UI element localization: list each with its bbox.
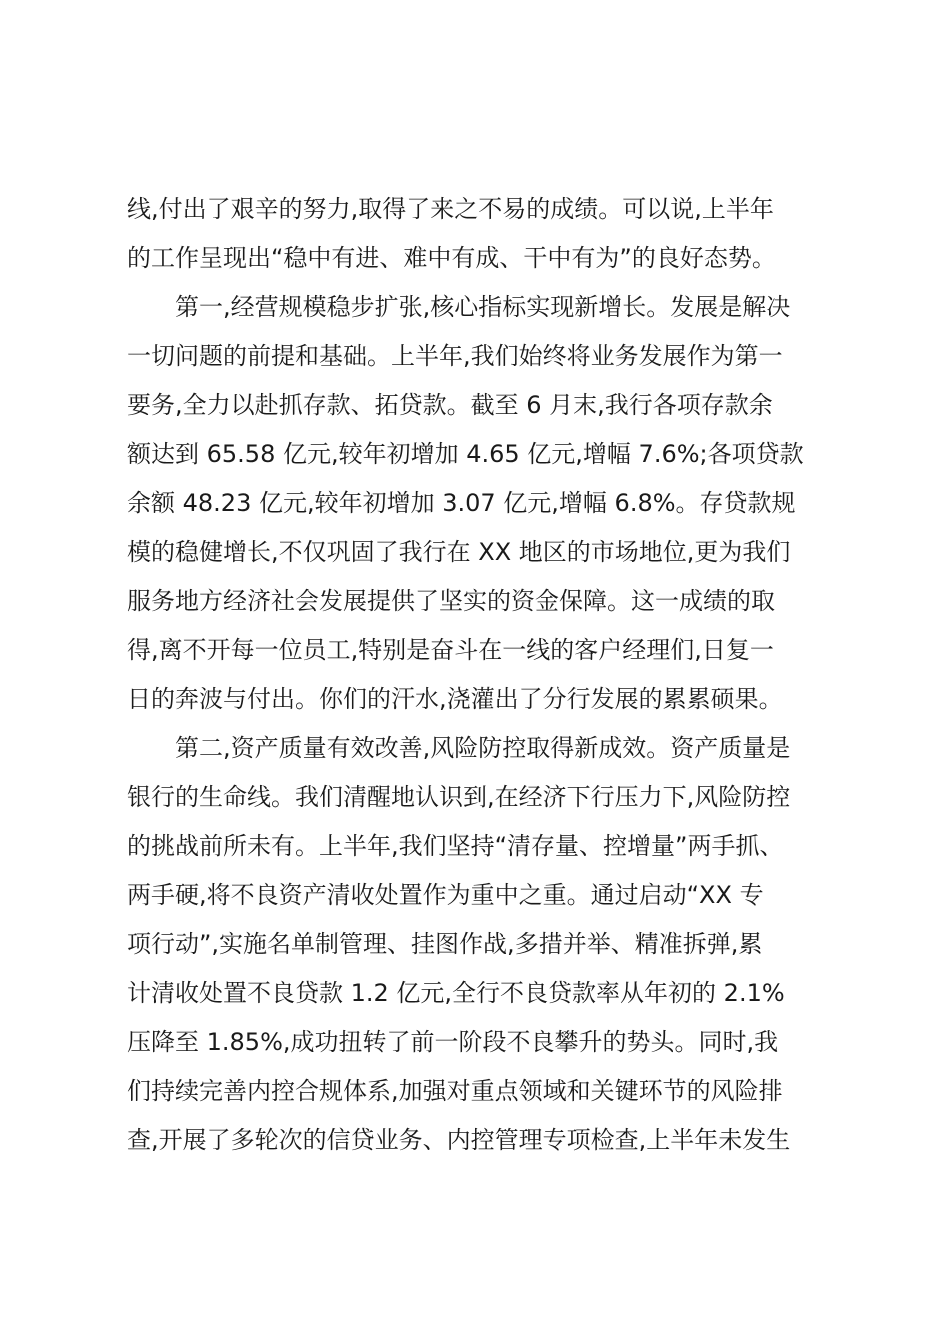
text-line: 压降至 1.85%,成功扭转了前一阶段不良攀升的势头。同时,我 <box>127 1028 779 1056</box>
text-line: 得,离不开每一位员工,特别是奋斗在一线的客户经理们,日复一 <box>127 636 774 664</box>
text-line: 的挑战前所未有。上半年,我们坚持“清存量、控增量”两手抓、 <box>127 832 784 860</box>
text-line: 两手硬,将不良资产清收处置作为重中之重。通过启动“XX 专 <box>127 881 764 909</box>
text-line: 余额 48.23 亿元,较年初增加 3.07 亿元,增幅 6.8%。存贷款规 <box>127 489 796 517</box>
text-line: 要务,全力以赴抓存款、拓贷款。截至 6 月末,我行各项存款余 <box>127 391 773 419</box>
paragraph-first-line: 第二,资产质量有效改善,风险防控取得新成效。资产质量是 <box>175 734 791 762</box>
text-line: 服务地方经济社会发展提供了坚实的资金保障。这一成绩的取 <box>127 587 775 615</box>
text-line: 查,开展了多轮次的信贷业务、内控管理专项检查,上半年未发生 <box>127 1126 791 1154</box>
body-text <box>127 185 837 1165</box>
text-line: 模的稳健增长,不仅巩固了我行在 XX 地区的市场地位,更为我们 <box>127 538 791 566</box>
text-line: 计清收处置不良贷款 1.2 亿元,全行不良贷款率从年初的 2.1% <box>127 979 785 1007</box>
text-line: 们持续完善内控合规体系,加强对重点领域和关键环节的风险排 <box>127 1077 783 1105</box>
text-line: 额达到 65.58 亿元,较年初增加 4.65 亿元,增幅 7.6%;各项贷款 <box>127 440 804 468</box>
text-line: 的工作呈现出“稳中有进、难中有成、干中有为”的良好态势。 <box>127 244 776 272</box>
text-line: 一切问题的前提和基础。上半年,我们始终将业务发展作为第一 <box>127 342 783 370</box>
text-line: 银行的生命线。我们清醒地认识到,在经济下行压力下,风险防控 <box>127 783 791 811</box>
text-line: 线,付出了艰辛的努力,取得了来之不易的成绩。可以说,上半年 <box>127 195 774 223</box>
paragraph-first-line: 第一,经营规模稳步扩张,核心指标实现新增长。发展是解决 <box>175 293 791 321</box>
text-line: 项行动”,实施名单制管理、挂图作战,多措并举、精准拆弹,累 <box>127 930 763 958</box>
text-line: 日的奔波与付出。你们的汗水,浇灌出了分行发展的累累硕果。 <box>127 685 783 713</box>
